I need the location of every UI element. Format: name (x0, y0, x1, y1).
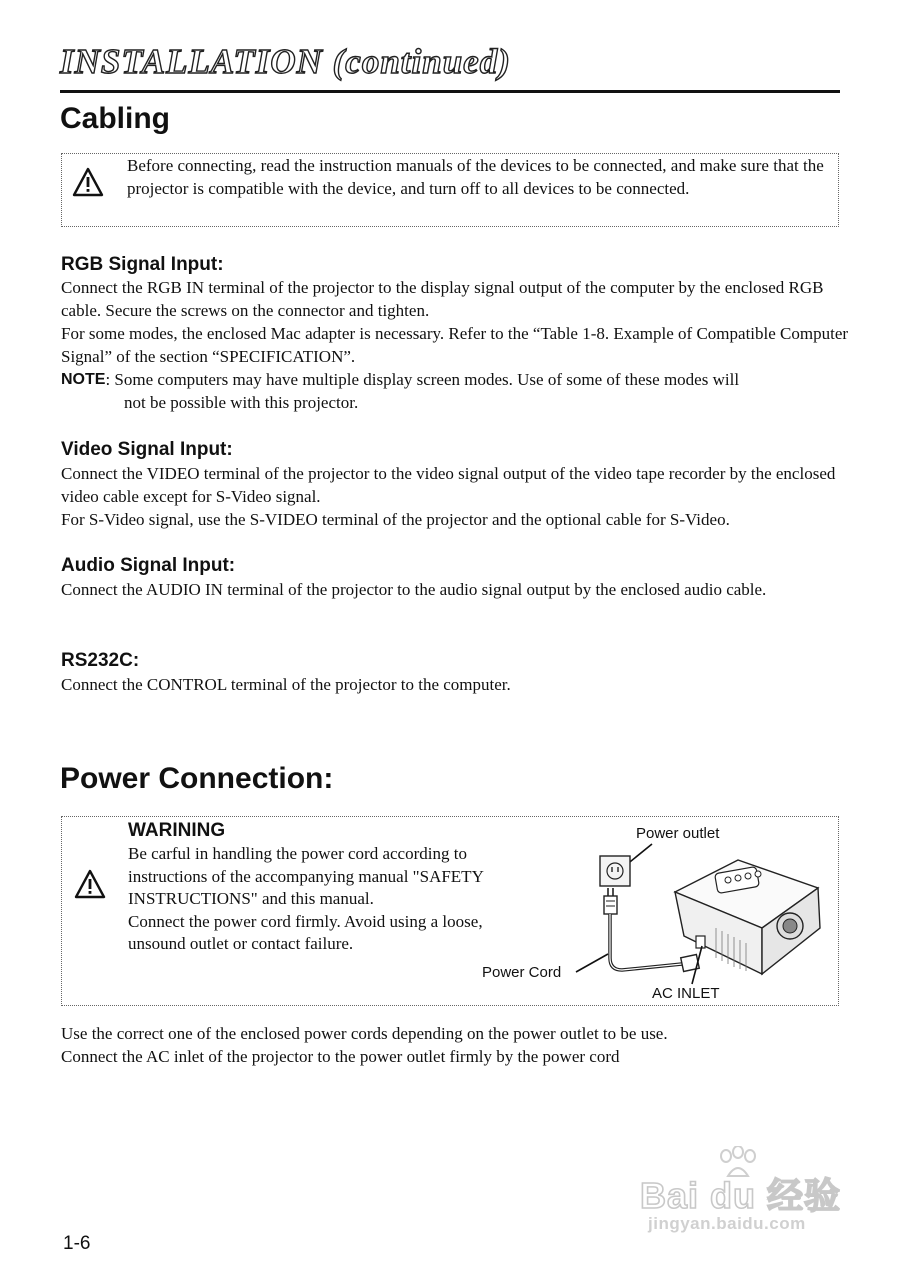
rgb-body (61, 276, 851, 414)
warning-triangle-icon (72, 167, 104, 197)
warning-line-2: instructions of the accompanying manual "SAFETY (128, 866, 484, 886)
warning-triangle-icon (74, 869, 106, 899)
power-paragraph-2: Connect the AC inlet of the projector to the power outlet firmly by the power cord (61, 1047, 620, 1066)
power-connection-diagram (470, 818, 830, 1004)
warning-line-1: Be carful in handling the power cord according to (128, 844, 467, 863)
warning-line-5: unsound outlet or contact failure. (128, 934, 354, 953)
power-cord (610, 914, 682, 970)
rs232c-heading: RS232C: (61, 650, 140, 671)
audio-body (61, 578, 851, 601)
rs232c-body (61, 673, 851, 696)
rgb-note (61, 368, 851, 391)
power-heading: Power Connection: (60, 762, 334, 795)
cabling-heading: Cabling (60, 102, 170, 135)
leader-line-cord (576, 954, 608, 972)
cabling-caution-text: Before connecting, read the instruction manuals of the devices to be connected, and make sure that the projector is compatible with the device, and turn off to all devices to be connected. (127, 156, 824, 198)
power-paragraph-1: Use the correct one of the enclosed power cords depending on the power outlet to be use. (61, 1024, 668, 1043)
note-label: NOTE (61, 371, 106, 388)
label-power-outlet: Power outlet (636, 825, 720, 842)
audio-paragraph-1: Connect the AUDIO IN terminal of the projector to the audio signal output by the enclosed audio cable. (61, 580, 767, 599)
warning-line-4: Connect the power cord firmly. Avoid using a loose, (128, 911, 483, 931)
power-plug-icon (604, 888, 617, 914)
chapter-title: INSTALLATION (continued) (60, 42, 511, 81)
rgb-paragraph-2: For some modes, the enclosed Mac adapter is necessary. Refer to the “Table 1-8. Example of Compatible Computer Signal” of the section “SPECIFICATION”. (61, 324, 849, 366)
label-ac-inlet: AC INLET (652, 985, 720, 1002)
rs232c-paragraph-1: Connect the CONTROL terminal of the projector to the computer. (61, 675, 511, 694)
audio-heading: Audio Signal Input: (61, 555, 236, 576)
note-line-1: : Some computers may have multiple display screen modes. Use of some of these modes will (105, 370, 740, 389)
warning-title: WARINING (128, 820, 226, 841)
video-heading: Video Signal Input: (61, 439, 233, 460)
wall-outlet-icon (600, 856, 630, 886)
label-power-cord: Power Cord (482, 964, 562, 981)
rgb-heading: RGB Signal Input: (61, 254, 224, 275)
power-body (61, 1022, 851, 1068)
baidu-watermark-url: jingyan.baidu.com (648, 1214, 806, 1233)
video-paragraph-1: Connect the VIDEO terminal of the projector to the video signal output of the video tape recorder by the enclosed video cable except for S-Video signal. (61, 464, 836, 506)
video-paragraph-2: For S-Video signal, use the S-VIDEO terminal of the projector and the optional cable for S-Video. (61, 510, 730, 529)
warning-line-3: INSTRUCTIONS" and this manual. (128, 889, 374, 908)
cabling-caution-box (61, 153, 839, 227)
rgb-paragraph-1: Connect the RGB IN terminal of the projector to the display signal output of the computer by the enclosed RGB cable. Secure the screws on the connector and tighten. (61, 278, 824, 320)
note-line-2: not be possible with this projector. (124, 393, 359, 412)
page-number: 1-6 (63, 1233, 91, 1254)
video-body (61, 462, 851, 531)
header-rule (60, 90, 840, 93)
baidu-watermark-logo: Bai du 经验 (640, 1175, 842, 1216)
